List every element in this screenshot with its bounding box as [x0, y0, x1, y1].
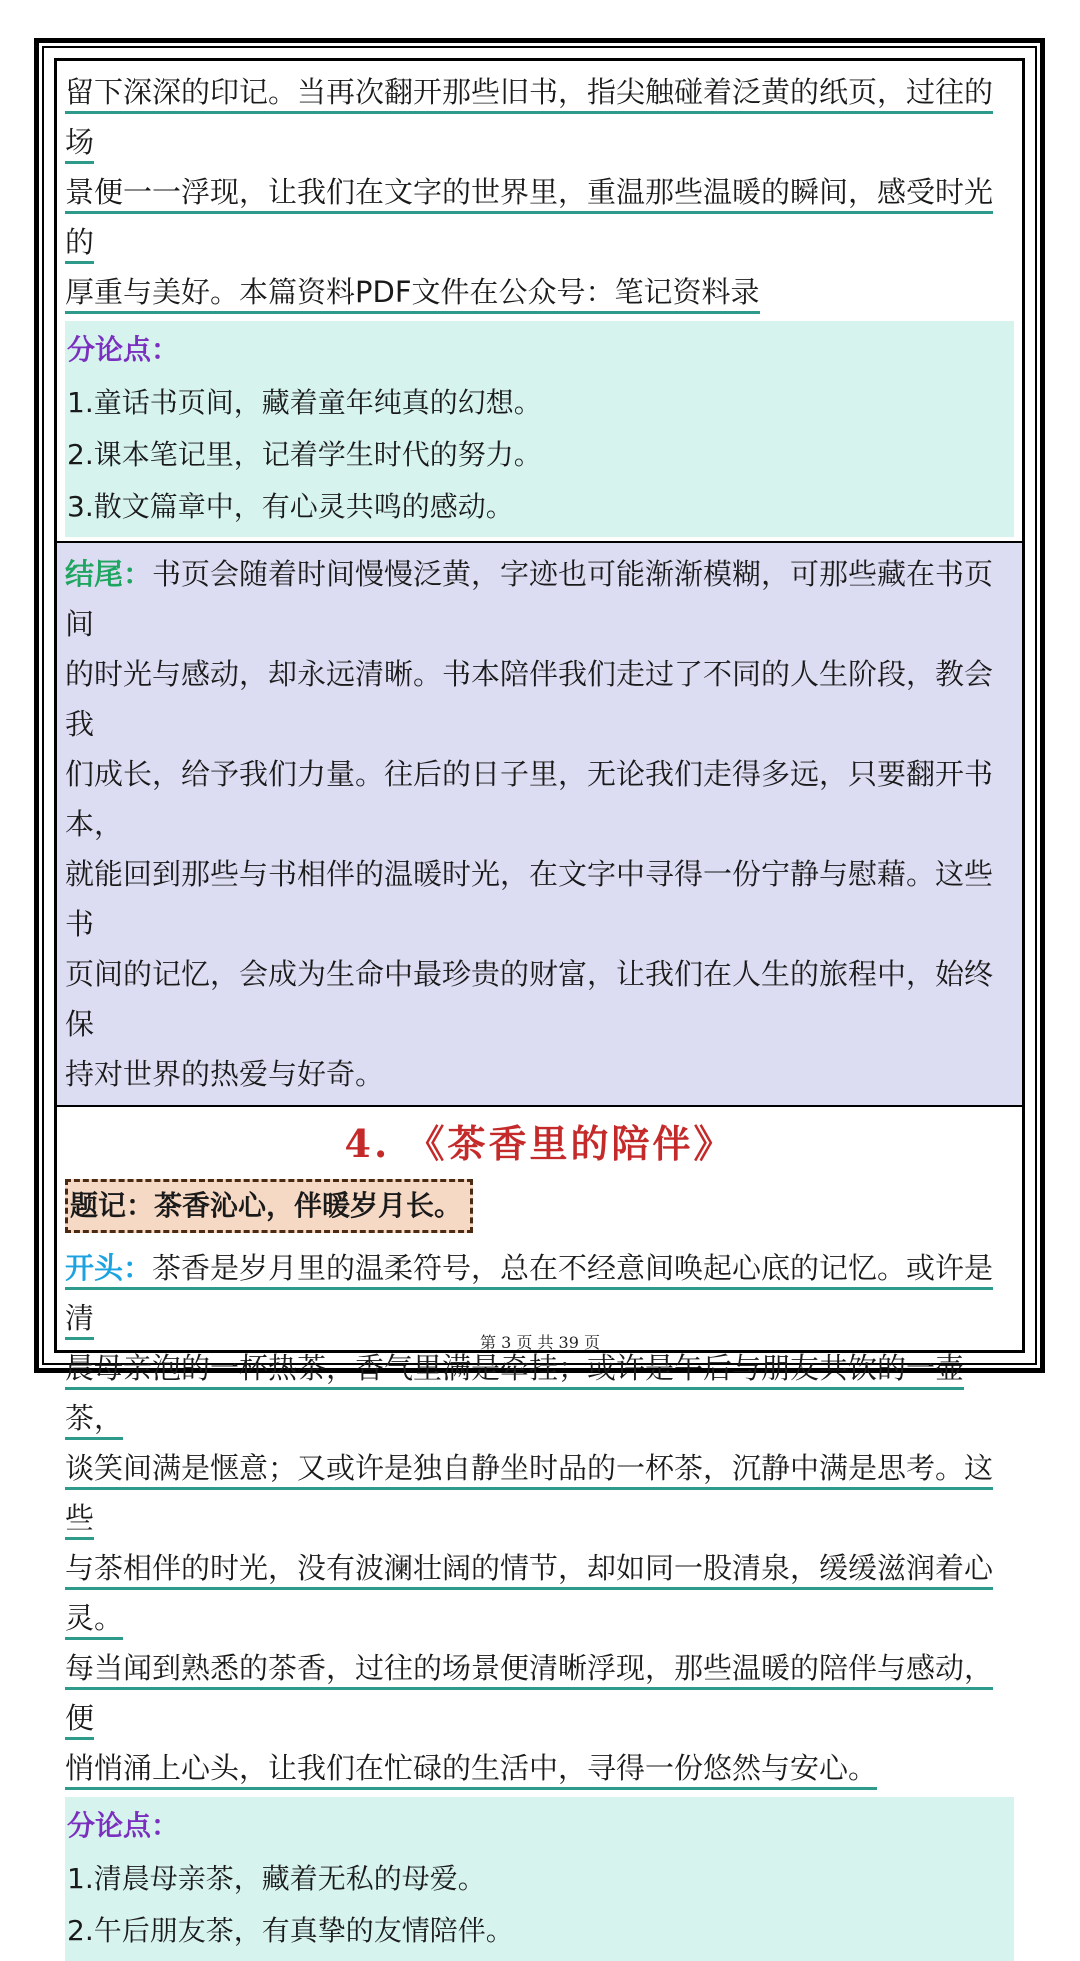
points-heading: 分论点： — [67, 333, 180, 366]
opening-line: 悄悄涌上心头，让我们在忙碌的生活中，寻得一份悠然与安心。 — [65, 1751, 877, 1790]
ending-box — [57, 541, 1022, 1107]
opening-line: 晨母亲泡的一杯热茶，香气里满是牵挂；或许是午后与朋友共饮的一壶茶， — [65, 1351, 964, 1440]
opening-line: 谈笑间满是惬意；又或许是独自静坐时品的一杯茶，沉静中满是思考。这些 — [65, 1451, 993, 1540]
point-item: 2.课本笔记里，记着学生时代的努力。 — [67, 438, 542, 471]
intro-line: 厚重与美好。本篇资料PDF文件在公众号：笔记资料录 — [65, 275, 760, 314]
opening-label: 开头： — [65, 1251, 153, 1285]
page-footer: 第 3 页 共 39 页 — [480, 1333, 600, 1352]
section4-points-box — [65, 1797, 1014, 1961]
intro-line: 景便一一浮现，让我们在文字的世界里，重温那些温暖的瞬间，感受时光的 — [65, 175, 993, 264]
opening-line: 茶香是岁月里的温柔符号，总在不经意间唤起心底的记忆。或许是清 — [65, 1251, 994, 1335]
epigraph-box: 题记：茶香沁心，伴暖岁月长。 — [65, 1179, 473, 1233]
ending-line: 持对世界的热爱与好奇。 — [65, 1057, 385, 1091]
intro-line: 留下深深的印记。当再次翻开那些旧书，指尖触碰着泛黄的纸页，过往的场 — [65, 75, 993, 164]
points-heading: 分论点： — [67, 1809, 180, 1842]
ending-line: 书页会随着时间慢慢泛黄，字迹也可能渐渐模糊，可那些藏在书页间 — [65, 557, 994, 641]
section-title: 4. 《茶香里的陪伴》 — [344, 1121, 735, 1166]
ending-label: 结尾： — [65, 557, 153, 591]
ending-line: 页间的记忆，会成为生命中最珍贵的财富，让我们在人生的旅程中，始终保 — [65, 957, 994, 1041]
section3-points-box — [65, 321, 1014, 537]
point-item: 3.散文篇章中，有心灵共鸣的感动。 — [67, 490, 514, 523]
point-item: 1.清晨母亲茶，藏着无私的母爱。 — [67, 1862, 486, 1895]
point-item: 2.午后朋友茶，有真挚的友情陪伴。 — [67, 1914, 514, 1947]
point-item: 1.童话书页间，藏着童年纯真的幻想。 — [67, 386, 542, 419]
intro-paragraph — [57, 67, 1022, 317]
opening-line: 与茶相伴的时光，没有波澜壮阔的情节，却如同一股清泉，缓缓滋润着心灵。 — [65, 1551, 993, 1640]
ending-line: 的时光与感动，却永远清晰。书本陪伴我们走过了不同的人生阶段，教会我 — [65, 657, 994, 741]
page-content — [57, 61, 1022, 1961]
ending-line: 们成长，给予我们力量。往后的日子里，无论我们走得多远，只要翻开书本， — [65, 757, 994, 841]
opening-paragraph — [57, 1243, 1022, 1793]
opening-line: 每当闻到熟悉的茶香，过往的场景便清晰浮现，那些温暖的陪伴与感动，便 — [65, 1651, 993, 1740]
ending-line: 就能回到那些与书相伴的温暖时光，在文字中寻得一份宁静与慰藉。这些书 — [65, 857, 994, 941]
